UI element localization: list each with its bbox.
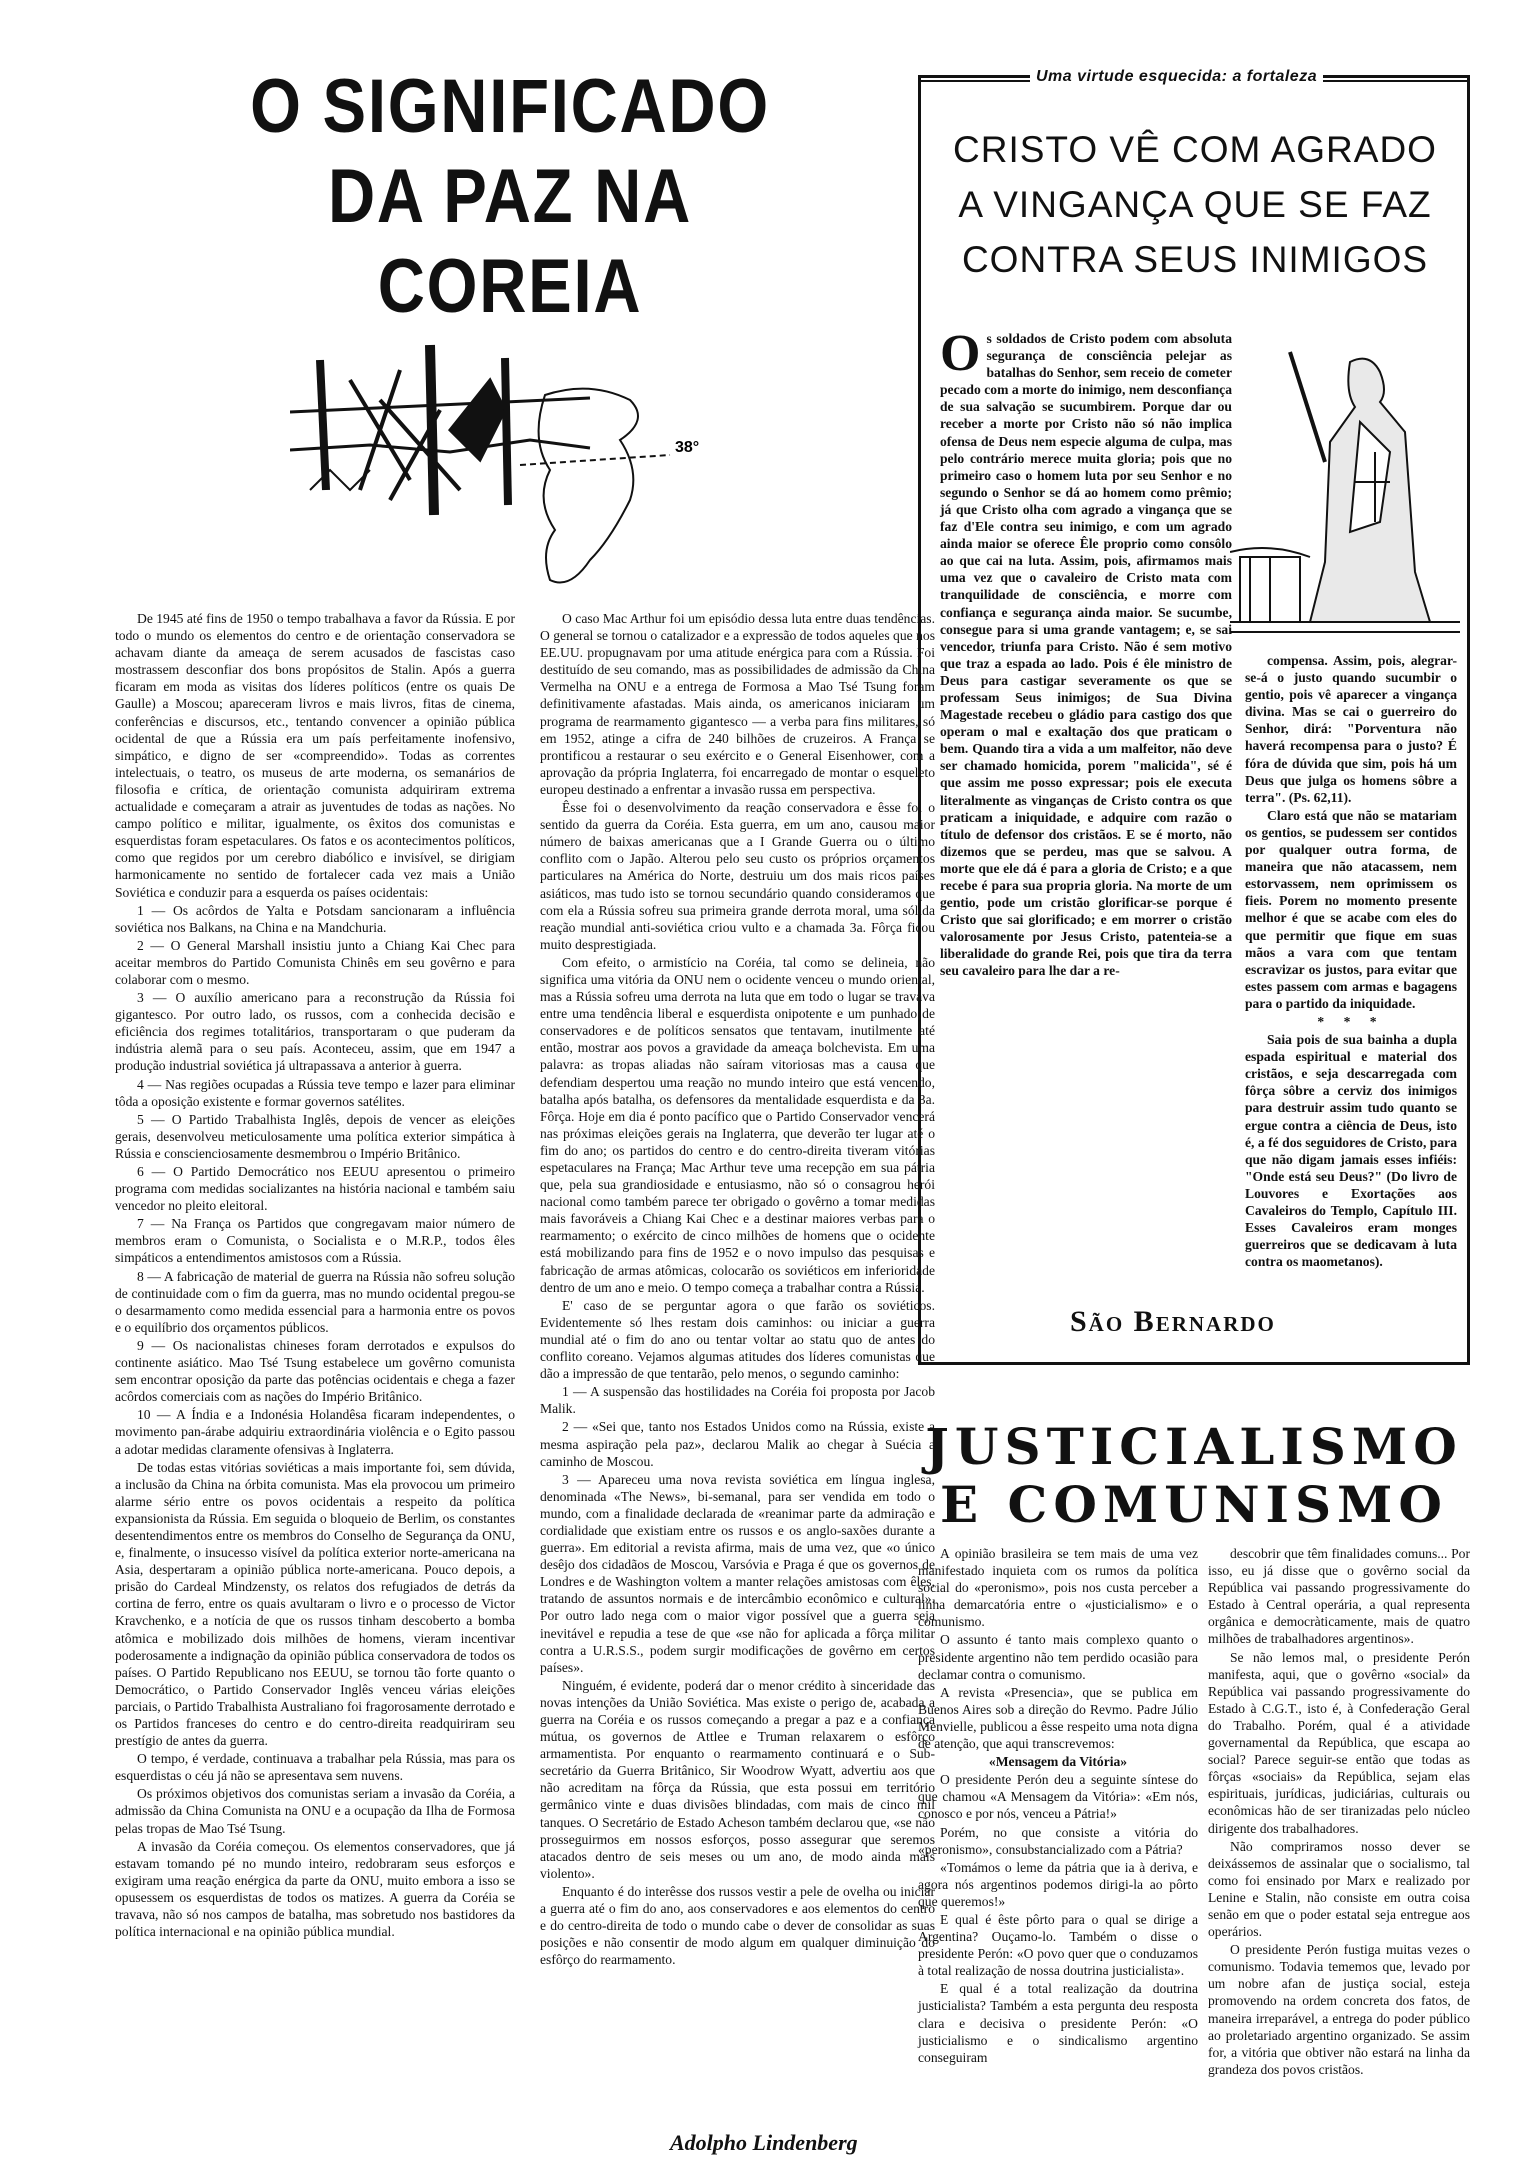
justicialismo-title-line-2: E COMUNISMO bbox=[940, 1475, 1448, 1534]
korea-map-outline bbox=[520, 389, 670, 583]
paragraph: 2 — O General Marshall insistiu junto a Chiang Kai Chec para aceitar membros do Partido Comunista Chinês em seu govêrno e para colaborar com o mesmo. bbox=[115, 937, 515, 987]
paragraph: «Tomámos o leme da pátria que ia à deriva, e agora nós argentinos podemos dirigi-la ao pôrto que queremos!» bbox=[918, 1859, 1198, 1909]
paragraph: O assunto é tanto mais complexo quanto o presidente argentino não tem perdido ocasião para declamar contra o comunismo. bbox=[918, 1632, 1198, 1682]
paragraph: 8 — A fabricação de material de guerra na Rússia não sofreu solução de continuidade com o fim da guerra, mas no mundo ocidental pregou-se o desarmamento como medida essencial para a harmonia entre os povos e o equilíbrio dos orçamentos públicos. bbox=[115, 1268, 515, 1335]
justicialismo-title bbox=[918, 1418, 1470, 1534]
sidebar-title-line-3: CONTRA SEUS INIMIGOS bbox=[961, 239, 1429, 280]
barbed-wire-illustration bbox=[290, 345, 590, 515]
main-title-line-1: O SIGNIFICADO bbox=[250, 64, 770, 149]
paragraph: Com efeito, o armistício na Coréia, tal como se delineia, não significa uma vitória da ONU nem o ocidente venceu o mundo oriental, mas a Rússia sofreu uma derrota na luta que em todo o lugar se travava entre uma tendência liberal e esquerdista onipotente e um punhado de conservadores e de políticos sensatos que tentavam, inutilmente até então, mostrar aos povos a gravidade da ameaça bolchevista. Em uma palavra: as tropas aliadas não saíram vitoriosas mas a causa que defendiam despertou uma reação no mundo inteiro que está vencendo, batalha após batalha, os defensores da mentalidade esquerdista e da 3a. Fôrça. Hoje em dia é ponto pacífico que o Partido Conservador vencerá nas próximas eleições gerais na Inglaterra, que deverão ter lugar até o fim do ano; os partidos do centro e do centro-direita tiveram vitórias espetaculares na França; Mac Arthur teve uma recepção em sua pátria que, pela sua grandiosidade e entusiasmo, não só o consagrou herói nacional como também parece ter obrigado o govêrno a tomar medidas mais favoráveis a Chiang Kai Chec e a destinar maiores verbas para o rearmamento; o exército de cinco milhões de homens que o ocidente está mobilizando para fins de 1952 e o novo impulso das pesquisas e fabricação de armas atômicas, colocarão os soviéticos em inferioridade dentro de um ano e meio. O tempo começa a trabalhar contra a Rússia. bbox=[540, 954, 935, 1295]
paragraph: Os próximos objetivos dos comunistas seriam a invasão da Coréia, a admissão da China Comunista na ONU e a ocupação da Ilha de Formosa pelas tropas de Mao Tsé Tsung. bbox=[115, 1786, 515, 1836]
paragraph: Claro está que não se matariam os gentios, se pudessem ser contidos por qualquer outra forma, de maneira que não atacassem, nem estorvassem, nem oprimissem os fieis. Porem no momento presente melhor é que se acabe com eles do que permitir que fique em suas mãos a vara com que tentam escravizar os justos, para evitar que estes passem com armas e bagagens para o partido da iniquidade. bbox=[1245, 807, 1457, 1011]
paragraph: s soldados de Cristo podem com absoluta segurança de consciência pelejar as batalhas do Senhor, sem receio de cometer pecado com a morte do inimigo, nem desconfiança de sua salvação se sucumbirem. Porque dar ou receber a morte por Cristo não só não implica ofensa de Deus nem especie alguma de culpa, mas pelo contrário merece muita gloria; pois que no primeiro caso o homem luta por seu Senhor e no segundo o Senhor se dá ao homem como prêmio; já que Cristo olha com agrado a vingança que se faz d'Ele contra seu inimigo, e com um agrado ainda maior se oferece Êle proprio como consôlo ao que cai na luta. Assim, pois, afirmamos mais uma vez que o cavaleiro de Cristo mata com tranquilidade de consciência, e morre com confiança e segurança ainda maior. Se sucumbe, consegue para si uma grande vantagem; e, se sai vencedor, triunfa para Cristo. Não é sem motivo que traz a espada ao lado. Pois é êle ministro de Deus para castigar severamente os que se professam Seus inimigos; de Sua Divina Magestade recebeu o gládio para castigo dos que operam o mal e exaltação dos que praticam o bem. Quando tira a vida a um malfeitor, não deve ser chamado homicida, porem "malicida", sé é que assim me posso expressar; pois ele executa literalmente as vinganças de Cristo contra os que praticam a iniquidade, e adquire com razão o título de defensor dos cristãos. E se é morto, não dizemos que se perdeu, mas que se salvou. A morte que ele dá é para a gloria de Cristo; e a que recebe é para sua propria gloria. Na morte de um gentio, pode um cristão glorificar-se porque é Cristo que sai glorificado; e em morrer o cristão valorosamente por Jesus Cristo, patenteia-se a liberalidade do grande Rei, pois que tira da terra seu cavaleiro para lhe dar a re- bbox=[940, 331, 1232, 979]
sidebar-signature: São Bernardo bbox=[1070, 1305, 1276, 1338]
paragraph: 1 — A suspensão das hostilidades na Coréia foi proposta por Jacob Malik. bbox=[540, 1384, 935, 1417]
main-article-column-1 bbox=[115, 610, 515, 1941]
paragraph: E' caso de se perguntar agora o que farão os soviéticos. Evidentemente só lhes restam dois caminhos: ou iniciar a guerra mundial até o fim do ano ou tentar voltar ao statu quo de antes do conflito coreano. Vejamos algumas atitudes dos líderes comunistas que dão a impressão de que tentarão, pelo menos, o segundo caminho: bbox=[540, 1297, 935, 1382]
drop-cap: O bbox=[940, 325, 981, 382]
paragraph: O presidente Perón fustiga muitas vezes o comunismo. Todavia tememos que, levado por um nobre afan de justiça social, esteja promovendo na ordem concreta dos fatos, de maneira irreparável, a entrega do poder público ao proletariado argentino organizado. Se assim for, a vitória que obtiver não estará na linha da grandeza dos povos cristãos. bbox=[1208, 1942, 1470, 2077]
paragraph: E qual é êste pôrto para o qual se dirige a Argentina? Ouçamo-lo. Também o disse o presidente Perón: «O povo quer que o conduzamos à total realização de nossa doutrina justicialista». bbox=[918, 1911, 1198, 1979]
paragraph: 2 — «Sei que, tanto nos Estados Unidos como na Rússia, existe a mesma aspiração pela paz», declarou Malik ao chegar à Suécia a caminho de Moscou. bbox=[540, 1419, 935, 1469]
paragraph: 4 — Nas regiões ocupadas a Rússia teve tempo e lazer para eliminar tôda a oposição existente e formar governos satélites. bbox=[115, 1076, 515, 1109]
paragraph: descobrir que têm finalidades comuns... Por isso, eu já disse que o govêrno social da República vai passando progressivamente do Estado à Central operária, a qual representa orgânica e democràticamente, mais de quatro milhões de trabalhadores argentinos». bbox=[1208, 1546, 1470, 1647]
subheading: «Mensagem da Vitória» bbox=[988, 1754, 1128, 1770]
barbed-wire-korea-illustration bbox=[290, 340, 710, 600]
paragraph: A opinião brasileira se tem mais de uma vez manifestado inquieta com os rumos da política social do «peronismo», pois nos custa perceber a linha demarcatória entre o «justicialismo» e o comunismo. bbox=[918, 1546, 1198, 1630]
sidebar-title-line-1: CRISTO VÊ COM AGRADO bbox=[953, 129, 1437, 170]
sidebar-title bbox=[925, 122, 1465, 287]
paragraph: 3 — O auxílio americano para a reconstrução da Rússia foi gigantesco. Por outro lado, os russos, com a conhecida decisão e eficiência dos regimes totalitários, transportaram o que puderam da indústria alemã para o seu país. Aconteceu, assim, que em 1947 a produção industrial soviética já ultrapassava a anterior à guerra. bbox=[115, 990, 515, 1074]
paragraph: A invasão da Coréia começou. Os elementos conservadores, que já estavam tomando pé no mundo inteiro, redobraram seus esforços e exigiram uma reação enérgica da parte da ONU, muito embora a isso se opusessem os esquerdistas de todos os matizes. A guerra da Coréia se travava, não só nos campos de batalha, mas sobretudo nos bastidores da política internacional e na opinião pública mundial. bbox=[115, 1838, 515, 1940]
justicialismo-column-2 bbox=[1208, 1545, 1470, 2079]
paragraph: 5 — O Partido Trabalhista Inglês, depois de vencer as eleições gerais, desenvolveu meticulosamente uma política exterior simpática à Rússia e conscienciosamente desmembrou o Império Britânico. bbox=[115, 1111, 515, 1161]
justicialismo-column-1 bbox=[918, 1545, 1198, 2067]
paragraph: 9 — Os nacionalistas chineses foram derrotados e expulsos do continente asiático. Mao Tsé Tsung estabelece um govêrno comunista sem encontrar oposição da parte das potências ocidentais e chega a fazer acôrdos comerciais com as nações do Império Britânico. bbox=[115, 1337, 515, 1405]
paragraph: Enquanto é do interêsse dos russos vestir a pele de ovelha ou iniciar a guerra até o fim do ano, aos conservadores e aos elementos do centro e do centro-direita de todo o mundo cabe o dever de consolidar as suas posições e não consentir de modo algum em qualquer diminuição do esfôrço do rearmamento. bbox=[540, 1883, 935, 1968]
parallel-38-label: 38° bbox=[675, 439, 700, 456]
paragraph: compensa. Assim, pois, alegrar-se-á o justo quando sucumbir o gentio, pois vê aparecer a vingança divina. Mas se cai o guerreiro do Senhor, dirá: "Porventura não haverá recompensa para o justo? É fóra de dúvida que sim, pois há um Deus que julga os homens sôbre a terra". (Ps. 62,11). bbox=[1245, 653, 1457, 805]
sidebar-kicker: Uma virtude esquecida: a fortaleza bbox=[1030, 68, 1323, 86]
paragraph: Ninguém, é evidente, poderá dar o menor crédito à sinceridade das novas intenções da União Soviética. Mas existe o perigo de, acabada a guerra na Coréia e os russos começando a pregar a paz e a confiança mútua, os governos de Attlee e Truman relaxarem o esfôrço armamentista. Por enquanto o rearmamento continuará e o Sub-secretário da Guerra Britânico, Sir Woodrow Wyatt, advertiu aos que não acreditam na fôrça da Rússia, que esta possui em território germânico vinte e duas divisões blindadas, com mais de cinco mil tanques. O Secretário de Estado Acheson também declarou que, «se não prosseguirmos em nossos esforços, posso assegurar que seremos atacados dentro de seis meses ou um ano, de modo ainda mais violento». bbox=[540, 1677, 935, 1881]
paragraph: Porém, no que consiste a vitória do «peronismo», consubstancializado com a Pátria? bbox=[918, 1824, 1198, 1857]
paragraph: 6 — O Partido Democrático nos EEUU apresentou o primeiro programa com medidas socializantes na história nacional e também saiu vencedor no pleito eleitoral. bbox=[115, 1164, 515, 1214]
main-article-column-2 bbox=[540, 610, 935, 1969]
main-title-line-2: DA PAZ NA COREIA bbox=[327, 154, 693, 329]
paragraph: De todas estas vitórias soviéticas a mais importante foi, sem dúvida, a inclusão da China na órbita comunista. Mas ela provocou um primeiro alarme sério entre os povos ocidentais a respeito da política expansionista da Rússia. Em seguida o bloqueio de Berlim, os constantes desentendimentos entre os membros do Conselho de Segurança da ONU, e, finalmente, o insucesso visível da política exterior norte-americana na Asia, despertaram a opinião pública norte-americana. Pouco depois, a prisão do Cardeal Mindzensty, os relatos dos refugiados de detrás da cortina de ferro, entre os quais avultaram o livro e o processo de Victor Kravchenko, e a notícia de que os russos tinham descoberto a bomba atômica e mobilizado dois milhões de homens, vieram incentivar poderosamente a indignação da opinião pública conservadora de todos os países. O Partido Republicano nos EEUU, se tornou tão forte quanto o Democrático, o Partido Conservador Inglês venceu várias eleições parciais, o Partido Trabalhista Australiano foi fragorosamente derrotado e os Partidos franceses do centro e do centro-direita readquiriram seu prestígio de antes da guerra. bbox=[115, 1459, 515, 1749]
paragraph: Saia pois de sua bainha a dupla espada espiritual e material dos cristãos, e seja descarregada com fôrça sôbre a cerviz dos inimigos para destruir assim tudo quanto se ergue contra a ciência de Deus, isto é, a fé dos seguidores de Cristo, para que não digam jamais esses infiéis: "Onde está seu Deus?" (Do livro de Louvores e Exortações aos Cavaleiros do Templo, Capítulo III. Esses Cavaleiros eram monges guerreiros que se dedicavam à luta contra os maometanos). bbox=[1245, 1032, 1457, 1270]
paragraph: 10 — A Índia e a Indonésia Holandêsa ficaram independentes, o movimento pan-árabe adquiriu extraordinária violência e o Egito passou a adotar medidas claramente ofensivas à Inglaterra. bbox=[115, 1407, 515, 1457]
paragraph: O presidente Perón deu a seguinte síntese do que chamou «A Mensagem da Vitória»: «Em nós, conosco e por nós, venceu a Pátria!» bbox=[918, 1772, 1198, 1822]
paragraph: De 1945 até fins de 1950 o tempo trabalhava a favor da Rússia. E por todo o mundo os elementos do centro e de orientação conservadora se achavam diante da ameaça de serem acusados de fascistas caso mostrassem desconfiar dos bons propósitos de Stalin. Após a guerra ficaram em moda as visitas dos líderes políticos (entre os quais De Gaulle) a Moscou; apareceram livros e mais livros, fitas de cinema, conferências e discursos, etc., tentando convencer a opinião pública ocidental de que a Rússia era um país perfeitamente inofensivo, simpático, e digno de ser «compreendido». Todas as correntes intelectuais, o teatro, os museus de arte moderna, os semanários de filosofia e crítica, de orientação comunista adquiriram extrema actualidade e começaram a atrair as juventudes de todas as nações. No campo político e militar, igualmente, os êxitos dos comunistas e esquerdistas foram espetaculares. Os fatos e os acontecimentos políticos, como que regidos por um cerebro diabólico e invisível, se dirigiam harmonicamente no sentido de fortalecer cada vez mais a União Soviética e conduzir para a esquerda os países ocidentais: bbox=[115, 611, 515, 900]
main-title bbox=[192, 62, 828, 332]
paragraph: O caso Mac Arthur foi um episódio dessa luta entre duas tendências. O general se tornou o catalizador e a expressão de todos aqueles que nos EE.UU. propugnavam por uma atitude enérgica para com a Rússia. Foi destituído de seu comando, mas as possibilidades de admissão da China Vermelha na ONU e a entrega de Formosa a Mao Tsé Tsung foram definitivamente afastadas. Mais ainda, os americanos iniciaram um programa de rearmamento gigantesco — a verba para fins militares, só em 1952, atinge a cifra de 240 bilhões de cruzeiros. A França se prontificou a restaurar o seu exército e o General Eisenhower, com a aprovação da própria Inglaterra, foi encarregado de montar o esqueleto europeu destinado a enfrentar a invasão russa em perspectiva. bbox=[540, 611, 935, 797]
paragraph: E qual é a total realização da doutrina justicialista? Também a esta pergunta deu resposta clara e decisiva o presidente Perón: «O justicialismo e o sindicalismo argentino conseguiram bbox=[918, 1981, 1198, 2065]
paragraph: 1 — Os acôrdos de Yalta e Potsdam sancionaram a influência soviética nos Balkans, na China e na Mandchuria. bbox=[115, 902, 515, 935]
paragraph: 7 — Na França os Partidos que congregavam maior número de membros eram o Comunista, o Socialista e o M.R.P., todos êles simpáticos a entendimentos amistosos com a Rússia. bbox=[115, 1216, 515, 1266]
paragraph: A revista «Presencia», que se publica em Buenos Aires sob a direção do Revmo. Padre Júlio Menvielle, publicou a êsse respeito uma nota digna de atenção, que aqui transcrevemos: bbox=[918, 1684, 1198, 1752]
knight-illustration bbox=[1230, 322, 1460, 652]
sidebar-title-line-2: A VINGANÇA QUE SE FAZ bbox=[958, 184, 1432, 225]
paragraph: O tempo, é verdade, continuava a trabalhar pela Rússia, mas para os esquerdistas o céu já não se apresentava sem nuvens. bbox=[115, 1751, 515, 1784]
section-divider-stars: * * * bbox=[1317, 1013, 1385, 1029]
paragraph: 3 — Apareceu uma nova revista soviética em língua inglesa, denominada «The News», bi-semanal, para ser vendida em todo o mundo, com a finalidade declarada de «reanimar parte da admiração e cordialidade que existiam entre os russos e os anglo-saxões durante a guerra». Em editorial a revista afirma, mais de uma vez, que «o único desêjo dos cidadãos de Moscou, Varsóvia e Praga é que os governos de Londres e de Washington voltem a manter relações amistosas com êles, tratando de assuntos normais e de intercâmbio econômico e cultural». Por outro lado nega com o maior vigor possível que a guerra seja inevitável e repudia a tese de que «se não for aplicada a fôrça militar contra a U.R.S.S., podem surgir modificações de govêrno em certos países». bbox=[540, 1471, 935, 1675]
sidebar-column-1 bbox=[940, 325, 1232, 981]
paragraph: Se não lemos mal, o presidente Perón manifesta, aqui, que o govêrno «social» da República vai passando progressivamente do Estado à C.G.T., isto é, à Confederação Geral do Trabalho. Porém, qual é a atividade governamental da República, que escapa ao social? Parece seguir-se então que todas as fôrças «sociais» da República, sejam elas espirituais, jurídicas, judiciárias, culturais ou econômicas hão de ser tiranizadas pelo núcleo dirigente dos trabalhadores. bbox=[1208, 1649, 1470, 1836]
paragraph: Não compriramos nosso dever se deixássemos de assinalar que o socialismo, tal como foi ensinado por Marx e realizado por Lenine e Stalin, não consiste em outra coisa senão em que o poder estatal seja entregue aos operários. bbox=[1208, 1838, 1470, 1940]
paragraph: Êsse foi o desenvolvimento da reação conservadora e êsse foi o sentido da guerra da Coréia. Esta guerra, em um ano, causou maior número de baixas americanas que a I Grande Guerra ou o último conflito com o Japão. Alterou pelo seu custo os próprios orçamentos particulares na América do Norte, destruiu um dos mais ricos países asiáticos, mas tudo isto se tornou secundário quando consideramos que com ela a Rússia sofreu sua primeira grande derrota moral, uma sólida reação mundial anti-soviética criou vulto e a chamada 3a. Fôrça ficou muito desprestigiada. bbox=[540, 800, 935, 952]
article-author: Adolpho Lindenberg bbox=[670, 2130, 858, 2155]
justicialismo-title-line-1: JUSTICIALISMO bbox=[925, 1417, 1463, 1476]
sidebar-column-2 bbox=[1245, 652, 1457, 1271]
